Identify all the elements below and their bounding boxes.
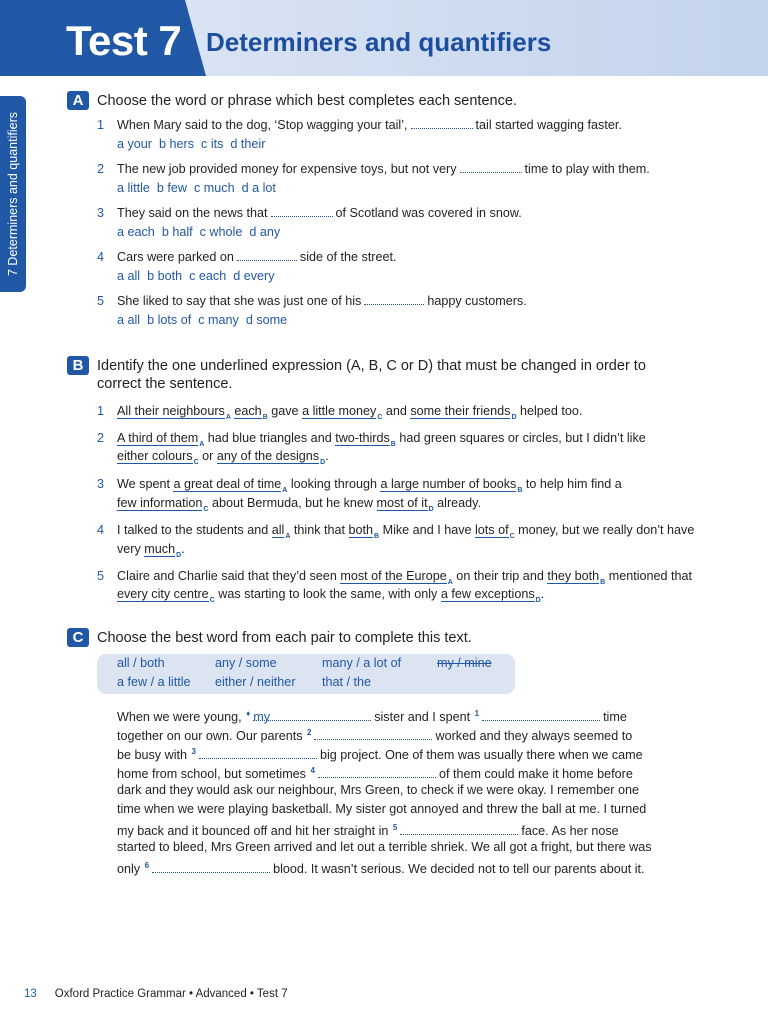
- section-b-instruction-line-2: correct the sentence.: [97, 376, 233, 392]
- passage-text: my back and it bounced off and hit her straight in: [117, 824, 389, 839]
- option-c[interactable]: c much: [194, 181, 235, 195]
- passage-text: be busy with: [117, 748, 188, 763]
- passage-text: When we were young,: [117, 710, 242, 725]
- option-mark-a: A: [447, 578, 453, 586]
- answer-blank[interactable]: [271, 205, 333, 217]
- question-number: 4: [97, 250, 105, 264]
- answer-blank[interactable]: [411, 117, 473, 129]
- question-b1: [97, 402, 582, 427]
- question-text-after: side of the street.: [299, 250, 397, 264]
- option-mark-a: A: [199, 440, 205, 448]
- question-number: 2: [97, 431, 105, 445]
- side-chapter-label: 7 Determiners and quantifiers: [6, 112, 20, 276]
- passage-line-3: [117, 743, 643, 764]
- passage-text: together on our own. Our parents: [117, 729, 303, 744]
- question-number: 5: [97, 294, 105, 308]
- word-pair[interactable]: many / a lot of: [322, 656, 402, 670]
- sentence-text: looking through: [287, 477, 381, 491]
- option-mark-a: A: [285, 532, 291, 540]
- options-a1: [117, 135, 272, 153]
- option-a[interactable]: a each: [117, 225, 155, 239]
- blank-number: 3: [191, 747, 196, 756]
- question-number: 3: [97, 206, 105, 220]
- passage-line-4: [117, 762, 633, 783]
- question-number: 5: [97, 569, 105, 583]
- underlined-option-b[interactable]: both: [348, 523, 374, 537]
- passage-text: home from school, but sometimes: [117, 767, 306, 782]
- sentence-text: to help him find a: [522, 477, 622, 491]
- option-mark-d: D: [535, 596, 541, 604]
- underlined-option-b[interactable]: a large number of books: [380, 477, 517, 491]
- underlined-option-c[interactable]: a little money: [302, 404, 377, 418]
- question-text-before: She liked to say that she was just one of his: [117, 294, 362, 308]
- option-b[interactable]: b both: [147, 269, 183, 283]
- passage-line-8: started to bleed, Mrs Green arrived and let out a terrible shriek. We all got a fright, but there was: [117, 840, 652, 854]
- option-d[interactable]: d any: [249, 225, 281, 239]
- passage-line-6: time when we were playing basketball. My sister got annoyed and threw the ball at me. I turned: [117, 802, 647, 816]
- passage-text: blood. It wasn’t serious. We decided not to tell our parents about it.: [273, 862, 645, 877]
- underlined-option-c[interactable]: either colours: [117, 449, 193, 463]
- example-blank: [253, 708, 371, 725]
- question-a2: [97, 160, 650, 178]
- question-b4-line-2: [117, 540, 185, 565]
- sentence-text: .: [325, 449, 329, 463]
- underlined-option-b[interactable]: each: [234, 404, 262, 418]
- question-b5-line-2: [117, 585, 544, 610]
- option-mark-b: B: [374, 532, 380, 540]
- underlined-option-b[interactable]: two-thirds: [335, 431, 390, 445]
- sentence-text: was starting to look the same, with only: [214, 587, 441, 601]
- question-number: 4: [97, 523, 105, 537]
- sentence-text: very: [117, 542, 145, 556]
- question-b4: [97, 521, 694, 546]
- option-mark-b: B: [390, 440, 396, 448]
- passage-line-9: [117, 857, 645, 878]
- word-pair-box: [97, 654, 515, 694]
- section-b-instruction: [97, 357, 646, 393]
- section-a-instruction: Choose the word or phrase which best completes each sentence.: [97, 93, 517, 109]
- sentence-text: or: [198, 449, 217, 463]
- option-mark-d: D: [511, 413, 517, 421]
- passage-text: big project. One of them was usually there when we came: [319, 748, 643, 763]
- question-a1: [97, 116, 622, 134]
- underlined-option-c[interactable]: lots of: [475, 523, 509, 537]
- option-mark-c: C: [203, 505, 209, 513]
- option-mark-b: B: [600, 578, 606, 586]
- option-c[interactable]: c whole: [199, 225, 243, 239]
- word-pair[interactable]: all / both: [117, 656, 165, 670]
- question-text-before: When Mary said to the dog, ‘Stop wagging your tail’,: [117, 118, 408, 132]
- word-pair[interactable]: any / some: [215, 656, 277, 670]
- blank-number: 1: [474, 709, 480, 718]
- sentence-text: think that: [290, 523, 349, 537]
- option-d[interactable]: d a lot: [241, 181, 276, 195]
- sentence-text: on their trip and: [452, 569, 548, 583]
- option-b[interactable]: b few: [156, 181, 188, 195]
- answer-blank-4[interactable]: [318, 765, 436, 778]
- passage-text: face. As her nose: [521, 824, 619, 839]
- underlined-option-c[interactable]: every city centre: [117, 587, 209, 601]
- option-b[interactable]: b hers: [159, 137, 195, 151]
- answer-blank[interactable]: [460, 161, 522, 173]
- answer-blank[interactable]: [237, 249, 297, 261]
- option-mark-d: D: [320, 458, 326, 466]
- page-number: 13: [24, 988, 37, 1000]
- answer-blank-6[interactable]: [152, 860, 270, 873]
- option-c[interactable]: c each: [189, 269, 227, 283]
- answer-blank[interactable]: [364, 293, 424, 305]
- sentence-text: .: [181, 542, 185, 556]
- page-title: Determiners and quantifiers: [206, 27, 552, 57]
- word-pair[interactable]: that / the: [322, 675, 372, 689]
- question-text-after: time to play with them.: [524, 162, 650, 176]
- blank-number: 6: [144, 861, 150, 870]
- page-footer: [24, 988, 288, 1000]
- underlined-option-a[interactable]: most of the Europe: [340, 569, 447, 583]
- option-mark-d: D: [176, 551, 182, 559]
- option-mark-c: C: [209, 596, 215, 604]
- section-c-instruction: Choose the best word from each pair to complete this text.: [97, 630, 472, 646]
- question-number: 3: [97, 477, 105, 491]
- question-a3: [97, 204, 522, 222]
- underlined-option-d[interactable]: much: [144, 542, 176, 556]
- question-a5: [97, 292, 527, 310]
- option-mark-b: B: [517, 486, 523, 494]
- answer-blank-5[interactable]: [400, 822, 518, 835]
- option-c[interactable]: c its: [201, 137, 224, 151]
- underlined-option-b[interactable]: they both: [547, 569, 600, 583]
- sentence-text: I talked to the students and: [117, 523, 272, 537]
- question-number: 2: [97, 162, 105, 176]
- word-pair[interactable]: either / neither: [215, 675, 296, 689]
- question-text-before: The new job provided money for expensive toys, but not very: [117, 162, 457, 176]
- example-marker: ♦: [246, 709, 251, 718]
- underlined-option-a[interactable]: A third of them: [117, 431, 199, 445]
- sentence-text: money, but we really don’t have: [514, 523, 695, 537]
- option-mark-a: A: [282, 486, 288, 494]
- underlined-option-c[interactable]: few information: [117, 496, 203, 510]
- underlined-option-d[interactable]: any of the designs: [216, 449, 320, 463]
- option-mark-c: C: [377, 413, 383, 421]
- question-text-after: tail started wagging faster.: [475, 118, 622, 132]
- underlined-option-d[interactable]: some their friends: [410, 404, 511, 418]
- answer-blank-3[interactable]: [199, 746, 317, 759]
- sentence-text: and: [382, 404, 411, 418]
- question-b3-line-2: [117, 494, 481, 519]
- passage-text: worked and they always seemed to: [435, 729, 633, 744]
- question-text-before: Cars were parked on: [117, 250, 234, 264]
- passage-text: time: [603, 710, 627, 725]
- passage-text: only: [117, 862, 141, 877]
- word-pair[interactable]: a few / a little: [117, 675, 191, 689]
- sentence-text: Claire and Charlie said that they’d seen: [117, 569, 341, 583]
- passage-line-7: [117, 819, 619, 840]
- sentence-text: Mike and I have: [379, 523, 475, 537]
- example-answer: my: [253, 710, 270, 725]
- option-b[interactable]: b half: [161, 225, 193, 239]
- question-b2-line-2: [117, 447, 329, 472]
- test-number: Test 7: [66, 17, 182, 64]
- sentence-text: helped too.: [516, 404, 583, 418]
- underlined-option-a[interactable]: a great deal of time: [173, 477, 282, 491]
- option-a[interactable]: a your: [117, 137, 153, 151]
- answer-blank-2[interactable]: [314, 727, 432, 740]
- option-mark-d: D: [428, 505, 434, 513]
- option-a[interactable]: a all: [117, 269, 141, 283]
- passage-line-5: dark and they would ask our neighbour, Mrs Green, to check if we were okay. I remember one: [117, 783, 639, 797]
- underlined-option-a[interactable]: All their neighbours: [117, 404, 225, 418]
- footer-text: Oxford Practice Grammar • Advanced • Test 7: [54, 988, 288, 1000]
- sentence-text: We spent: [117, 477, 174, 491]
- sentence-text: had blue triangles and: [204, 431, 336, 445]
- blank-number: 2: [307, 728, 312, 737]
- sentence-text: .: [540, 587, 545, 601]
- option-c[interactable]: c many: [198, 313, 239, 327]
- section-c-badge: C: [67, 628, 89, 647]
- question-text-after: happy customers.: [427, 294, 527, 308]
- question-text-after: of Scotland was covered in snow.: [335, 206, 522, 220]
- question-text-before: They said on the news that: [117, 206, 268, 220]
- option-a[interactable]: a little: [117, 181, 150, 195]
- sentence-text: gave: [267, 404, 303, 418]
- option-d[interactable]: d every: [233, 269, 275, 283]
- word-pair-used[interactable]: my / mine: [437, 656, 492, 670]
- sentence-text: mentioned that: [605, 569, 693, 583]
- section-a-badge: A: [67, 91, 89, 110]
- options-a3: [117, 223, 287, 241]
- underlined-option-d[interactable]: a few exceptions: [440, 587, 535, 601]
- option-d[interactable]: d their: [230, 137, 266, 151]
- question-a4: [97, 248, 397, 266]
- options-a4: [117, 267, 282, 285]
- sentence-text: had green squares or circles, but I didn’t like: [395, 431, 646, 445]
- passage-text: of them could make it home before: [438, 767, 633, 782]
- option-mark-c: C: [509, 532, 515, 540]
- underlined-option-a[interactable]: all: [271, 523, 285, 537]
- question-number: 1: [97, 118, 105, 132]
- underlined-option-d[interactable]: most of it: [376, 496, 428, 510]
- passage-text: sister and I spent: [374, 710, 471, 725]
- sentence-text: about Bermuda, but he knew: [208, 496, 377, 510]
- sentence-text: already.: [433, 496, 482, 510]
- question-number: 1: [97, 404, 105, 418]
- blank-number: 4: [310, 766, 315, 775]
- options-a5: [117, 311, 294, 329]
- option-mark-b: B: [262, 413, 268, 421]
- option-b[interactable]: b lots of: [147, 313, 192, 327]
- answer-blank-1[interactable]: [482, 708, 600, 721]
- section-b-badge: B: [67, 356, 89, 375]
- options-a2: [117, 179, 283, 197]
- blank-number: 5: [392, 823, 398, 832]
- section-b-instruction-line-1: Identify the one underlined expression (A, B, C or D) that must be changed in order to: [97, 358, 646, 374]
- passage-line-2: [117, 724, 632, 745]
- passage-line-1: [117, 705, 627, 726]
- option-mark-c: C: [193, 458, 199, 466]
- option-d[interactable]: d some: [245, 313, 288, 327]
- option-a[interactable]: a all: [117, 313, 141, 327]
- option-mark-a: A: [225, 413, 231, 421]
